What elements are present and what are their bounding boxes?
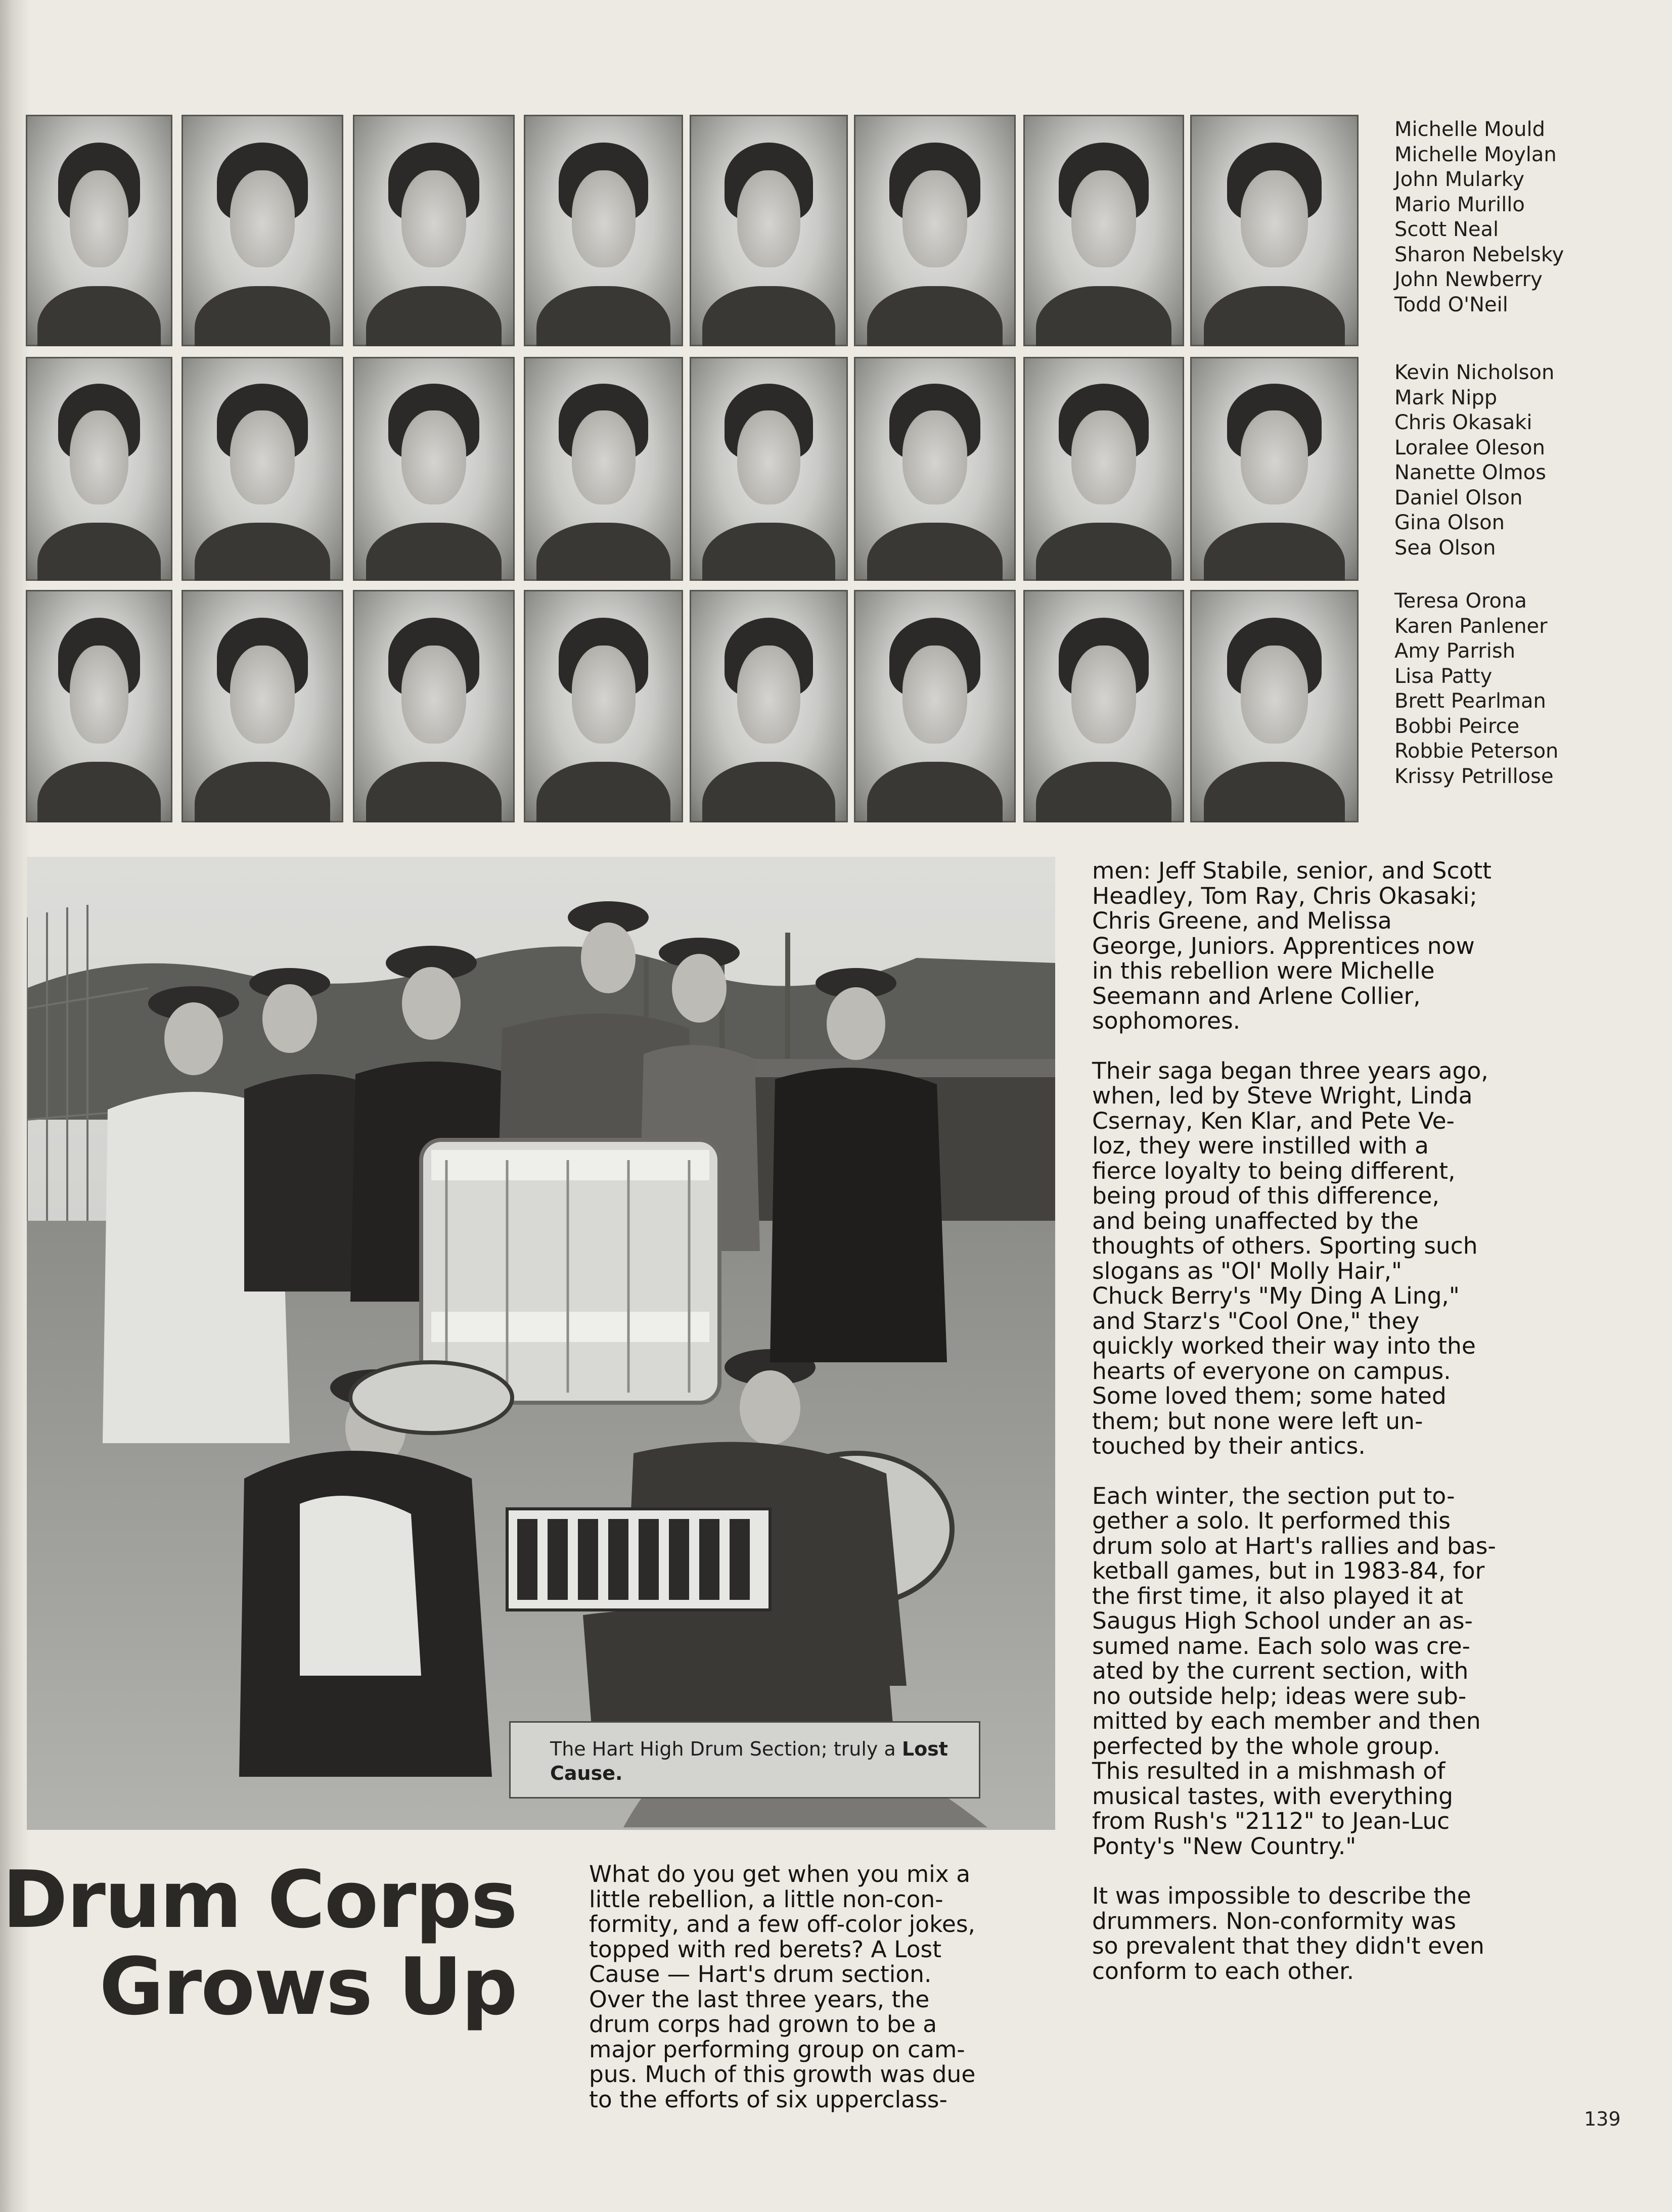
photo-caption-bold: Lost Cause.	[550, 1738, 948, 1784]
article-line: George, Juniors. Apprentices now	[1092, 932, 1475, 959]
portrait-head	[70, 410, 128, 504]
portrait-body	[366, 762, 502, 822]
portrait-name: Gina Olson	[1394, 511, 1505, 534]
portrait-name: Mark Nipp	[1394, 386, 1498, 409]
portrait-photo	[26, 590, 172, 822]
headline-line-1: Drum Corps	[2, 1854, 517, 1946]
portrait-photo	[854, 115, 1016, 346]
article-line: drum corps had grown to be a	[589, 2011, 937, 2038]
portrait-head	[902, 646, 967, 743]
drum-section-photo	[27, 857, 1055, 1830]
article-line: Headley, Tom Ray, Chris Okasaki;	[1092, 882, 1477, 909]
portrait-body	[195, 523, 331, 581]
portrait-name: Loralee Oleson	[1394, 436, 1545, 459]
portrait-names-row	[1394, 589, 1558, 789]
portrait-body	[37, 762, 161, 822]
article-line: slogans as "Ol' Molly Hair,"	[1092, 1257, 1402, 1284]
portrait-names-row	[1394, 360, 1554, 561]
portrait-body	[1036, 523, 1171, 581]
article-line: perfected by the whole group.	[1092, 1732, 1440, 1760]
portrait-photo	[524, 115, 683, 346]
portrait-head	[572, 410, 636, 504]
portrait-body	[536, 523, 670, 581]
article-line: so prevalent that they didn't even	[1092, 1932, 1484, 1959]
portrait-head	[230, 410, 295, 504]
portrait-body	[867, 286, 1003, 346]
portrait-names-row	[1394, 117, 1564, 317]
portrait-head	[1241, 646, 1308, 743]
article-line: ketball games, but in 1983-84, for	[1092, 1557, 1485, 1584]
portrait-name: Karen Panlener	[1394, 614, 1548, 638]
paragraph-gap	[1092, 1459, 1496, 1484]
portrait-body	[195, 762, 331, 822]
article-line: loz, they were instilled with a	[1092, 1132, 1429, 1159]
portrait-photo	[1023, 115, 1184, 346]
portrait-body	[37, 523, 161, 581]
article-line: them; but none were left un-	[1092, 1407, 1423, 1435]
portrait-name: Todd O'Neil	[1394, 293, 1508, 316]
article-line: little rebellion, a little non-con-	[589, 1885, 943, 1913]
article-line: topped with red berets? A Lost	[589, 1935, 942, 1963]
portrait-name: Lisa Patty	[1394, 664, 1493, 688]
article-line: Saugus High School under an as-	[1092, 1607, 1473, 1634]
paragraph-gap	[1092, 1034, 1496, 1058]
article-line: ated by the current section, with	[1092, 1657, 1469, 1684]
portrait-photo	[1190, 590, 1359, 822]
portrait-head	[572, 646, 636, 743]
article-line: This resulted in a mishmash of	[1092, 1758, 1445, 1784]
article-line: fierce loyalty to being different,	[1092, 1157, 1456, 1184]
portrait-head	[401, 170, 466, 267]
portrait-name: Brett Pearlman	[1394, 689, 1546, 713]
portrait-head	[737, 170, 800, 267]
portrait-name: Kevin Nicholson	[1394, 361, 1555, 384]
portrait-body	[536, 286, 670, 346]
portrait-photo	[353, 357, 515, 581]
article-line: Cause — Hart's drum section.	[589, 1961, 932, 1988]
portrait-head	[70, 170, 128, 267]
portrait-body	[37, 286, 161, 346]
portrait-body	[536, 762, 670, 822]
portrait-name: Scott Neal	[1394, 218, 1499, 241]
portrait-photo	[1190, 115, 1359, 346]
article-line: Chuck Berry's "My Ding A Ling,"	[1092, 1282, 1460, 1309]
article-line: Some loved them; some hated	[1092, 1382, 1447, 1409]
portrait-body	[702, 523, 835, 581]
portrait-photo	[854, 590, 1016, 822]
portrait-head	[902, 170, 967, 267]
portrait-photo	[524, 357, 683, 581]
portrait-name: John Newberry	[1394, 268, 1543, 291]
portrait-head	[1241, 170, 1308, 267]
article-line: touched by their antics.	[1092, 1433, 1366, 1459]
portrait-body	[366, 286, 502, 346]
article-column-right	[1092, 858, 1496, 1984]
article-line: men: Jeff Stabile, senior, and Scott	[1092, 857, 1492, 884]
article-line: pus. Much of this growth was due	[589, 2061, 976, 2088]
portrait-body	[195, 286, 331, 346]
article-line: sumed name. Each solo was cre-	[1092, 1632, 1470, 1660]
article-line: It was impossible to describe the	[1092, 1882, 1471, 1909]
portrait-body	[366, 523, 502, 581]
portrait-head	[70, 646, 128, 743]
portrait-body	[1204, 286, 1345, 346]
portrait-head	[737, 646, 800, 743]
article-line: Their saga began three years ago,	[1092, 1057, 1488, 1084]
portrait-photo	[26, 115, 172, 346]
article-line: thoughts of others. Sporting such	[1092, 1232, 1478, 1259]
portrait-photo	[182, 115, 343, 346]
portrait-photo	[353, 590, 515, 822]
portrait-name: John Mularky	[1394, 168, 1525, 191]
article-line: when, led by Steve Wright, Linda	[1092, 1082, 1473, 1109]
portrait-head	[230, 170, 295, 267]
article-line: What do you get when you mix a	[589, 1861, 971, 1887]
portrait-body	[1204, 523, 1345, 581]
portrait-name: Teresa Orona	[1394, 589, 1527, 613]
article-line: Chris Greene, and Melissa	[1092, 907, 1392, 934]
article-line: Ponty's "New Country."	[1092, 1832, 1357, 1860]
article-line: Over the last three years, the	[589, 1986, 930, 2013]
article-line: major performing group on cam-	[589, 2036, 965, 2063]
article-line: Each winter, the section put to-	[1092, 1482, 1455, 1509]
portrait-body	[702, 762, 835, 822]
portrait-name: Nanette Olmos	[1394, 461, 1546, 484]
portrait-name: Sea Olson	[1394, 536, 1496, 560]
article-line: formity, and a few off-color jokes,	[589, 1911, 975, 1938]
article-line: hearts of everyone on campus.	[1092, 1357, 1451, 1385]
article-line: quickly worked their way into the	[1092, 1332, 1476, 1359]
portrait-body	[867, 523, 1003, 581]
page-number: 139	[1584, 2108, 1621, 2130]
article-line: sophomores.	[1092, 1007, 1241, 1034]
article-line: to the efforts of six upperclass-	[589, 2086, 947, 2113]
portrait-head	[230, 646, 295, 743]
portrait-photo	[690, 357, 848, 581]
portrait-head	[572, 170, 636, 267]
article-line: musical tastes, with everything	[1092, 1782, 1453, 1810]
portrait-head	[737, 410, 800, 504]
article-line: being proud of this difference,	[1092, 1182, 1439, 1209]
article-line: conform to each other.	[1092, 1957, 1354, 1985]
portrait-photo	[524, 590, 683, 822]
portrait-body	[1036, 762, 1171, 822]
article-line: in this rebellion were Michelle	[1092, 957, 1435, 984]
portrait-name: Amy Parrish	[1394, 639, 1516, 663]
article-line: from Rush's "2112" to Jean-Luc	[1092, 1808, 1450, 1834]
article-line: no outside help; ideas were sub-	[1092, 1682, 1467, 1710]
portrait-body	[867, 762, 1003, 822]
portrait-body	[1204, 762, 1345, 822]
portrait-name: Mario Murillo	[1394, 193, 1525, 216]
article-line: drummers. Non-conformity was	[1092, 1907, 1456, 1934]
headline-line-2: Grows Up	[99, 1941, 517, 2033]
article-line: Csernay, Ken Klar, and Pete Ve-	[1092, 1107, 1455, 1134]
portrait-head	[1241, 410, 1308, 504]
article-line: mitted by each member and then	[1092, 1708, 1481, 1734]
portrait-photo	[26, 357, 172, 581]
portrait-photo	[690, 115, 848, 346]
portrait-name: Michelle Moylan	[1394, 143, 1557, 166]
article-column-left	[589, 1862, 975, 2112]
article-line: and Starz's "Cool One," they	[1092, 1307, 1420, 1334]
portrait-photo	[1190, 357, 1359, 581]
portrait-photo	[854, 357, 1016, 581]
portrait-head	[1071, 646, 1136, 743]
portrait-photo	[1023, 357, 1184, 581]
drum-section-photo-image	[27, 857, 1055, 1830]
article-line: gether a solo. It performed this	[1092, 1507, 1451, 1534]
article-line: and being unaffected by the	[1092, 1207, 1419, 1234]
portrait-head	[1071, 410, 1136, 504]
photo-caption	[509, 1721, 980, 1799]
photo-caption-text: The Hart High Drum Section; truly a	[550, 1738, 902, 1760]
portrait-head	[1071, 170, 1136, 267]
portrait-name: Robbie Peterson	[1394, 740, 1559, 763]
portrait-name: Sharon Nebelsky	[1394, 243, 1564, 266]
portrait-head	[401, 646, 466, 743]
article-line: the first time, it also played it at	[1092, 1582, 1464, 1609]
portrait-body	[702, 286, 835, 346]
portrait-name: Krissy Petrillose	[1394, 764, 1554, 788]
portrait-head	[902, 410, 967, 504]
article-line: drum solo at Hart's rallies and bas-	[1092, 1532, 1496, 1559]
portrait-name: Daniel Olson	[1394, 486, 1523, 510]
portrait-photo	[353, 115, 515, 346]
paragraph-gap	[1092, 1859, 1496, 1883]
portrait-photo	[182, 590, 343, 822]
portrait-name: Bobbi Peirce	[1394, 714, 1520, 738]
portrait-body	[1036, 286, 1171, 346]
article-headline	[2, 1854, 517, 2033]
article-line: Seemann and Arlene Collier,	[1092, 982, 1421, 1009]
portrait-photo	[182, 357, 343, 581]
portrait-head	[401, 410, 466, 504]
portrait-name: Michelle Mould	[1394, 118, 1545, 141]
portrait-photo	[1023, 590, 1184, 822]
portrait-name: Chris Okasaki	[1394, 411, 1532, 434]
portrait-photo	[690, 590, 848, 822]
